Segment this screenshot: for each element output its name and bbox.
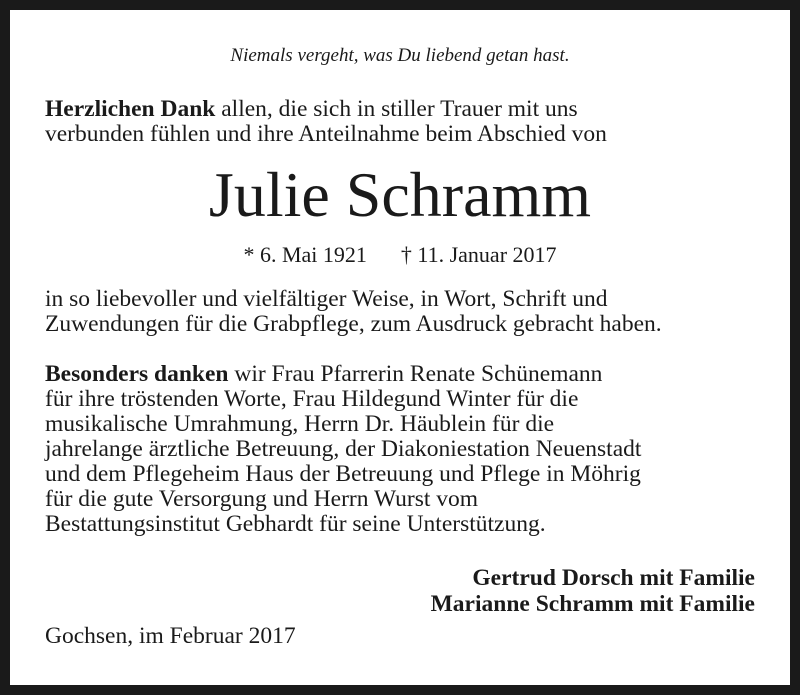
para2-line: jahrelange ärztliche Betreuung, der Diakoniestation Neuenstadt: [45, 436, 642, 462]
signature-2: Marianne Schramm mit Familie: [430, 591, 755, 617]
intro-line-2: verbunden fühlen und ihre Anteilnahme beim Abschied von: [45, 121, 607, 147]
para2-line: für ihre tröstenden Worte, Frau Hildegund Winter für die: [45, 386, 579, 412]
para1-line: Zuwendungen für die Grabpflege, zum Ausdruck gebracht haben.: [45, 311, 662, 337]
deceased-name: Julie Schramm: [208, 159, 592, 230]
motto: Niemals vergeht, was Du liebend getan hast.: [230, 45, 570, 66]
para2-line: Bestattungsinstitut Gebhardt für seine Unterstützung.: [45, 511, 546, 537]
para2-line: [45, 361, 602, 387]
intro-text: allen, die sich in stiller Trauer mit uns: [215, 96, 578, 122]
para2-line: und dem Pflegeheim Haus der Betreuung und Pflege in Möhrig: [45, 461, 641, 487]
birth-date: * 6. Mai 1921: [243, 242, 367, 267]
life-dates: [10, 242, 790, 268]
para2-bold: Besonders danken: [45, 361, 229, 387]
intro-line-1: [45, 96, 578, 122]
para2-line: musikalische Umrahmung, Herrn Dr. Häublein für die: [45, 411, 555, 437]
death-date: † 11. Januar 2017: [400, 242, 557, 267]
place-date: Gochsen, im Februar 2017: [45, 623, 296, 649]
intro-bold: Herzlichen Dank: [45, 96, 216, 122]
para2-text: wir Frau Pfarrerin Renate Schünemann: [228, 361, 603, 387]
signature-1: Gertrud Dorsch mit Familie: [472, 565, 755, 591]
para1-line: in so liebevoller und vielfältiger Weise, in Wort, Schrift und: [45, 286, 608, 312]
para2-line: für die gute Versorgung und Herrn Wurst vom: [45, 486, 479, 512]
